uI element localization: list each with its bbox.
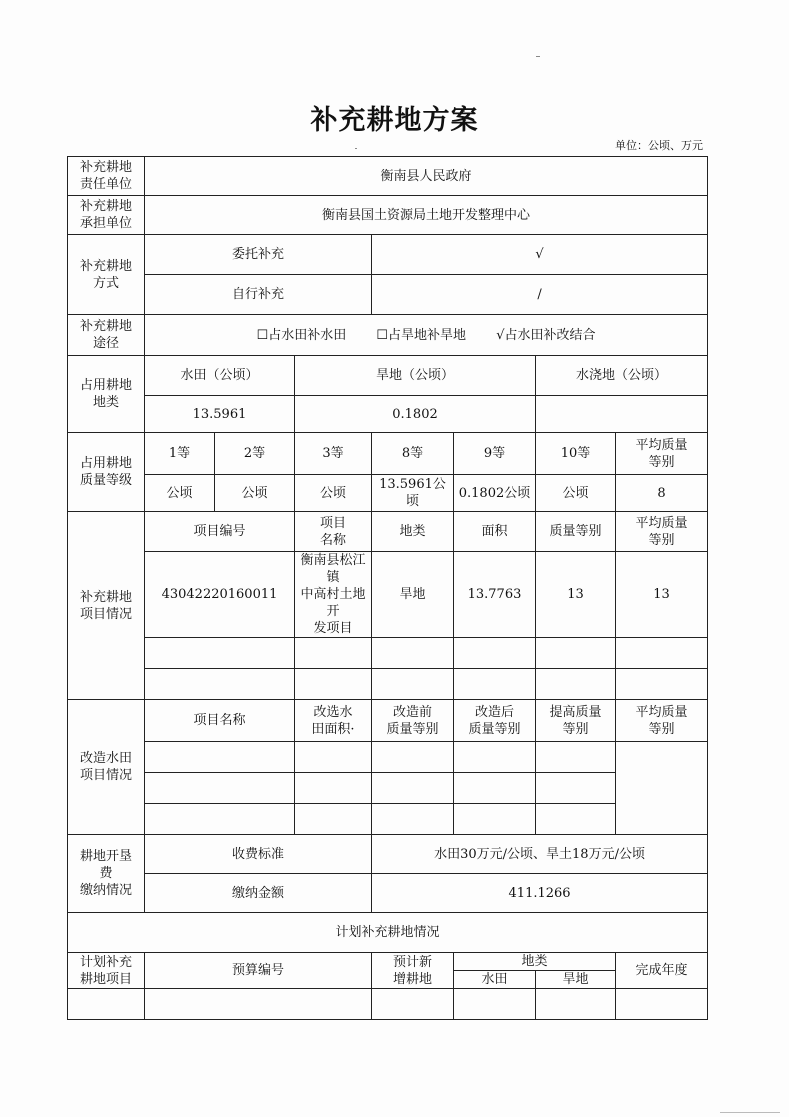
- occupied-grade-label: 占用耕地 质量等级: [68, 433, 145, 512]
- reform-empty-cell: [536, 773, 616, 804]
- unit-note: 单位：公顷、万元: [615, 139, 703, 152]
- plan-year-label: 完成年度: [616, 953, 708, 989]
- occupied-type-label: 占用耕地 地类: [68, 356, 145, 433]
- reform-empty-cell: [454, 773, 536, 804]
- reform-empty-cell: [616, 742, 708, 835]
- reform-empty-cell: [454, 742, 536, 773]
- reform-empty-cell: [536, 804, 616, 835]
- method-label: 补充耕地 方式: [68, 235, 145, 315]
- approach-option-combined: √占水田补改结合: [496, 327, 596, 343]
- plan-land-type-label: 地类: [454, 953, 616, 971]
- reform-empty-cell: [295, 804, 372, 835]
- reform-header-average: 平均质量 等别: [616, 700, 708, 742]
- supplement-empty-cell: [372, 638, 454, 669]
- supplement-empty-cell: [454, 669, 536, 700]
- supplement-header-type: 地类: [372, 512, 454, 552]
- plan-label: 计划补充 耕地项目: [68, 953, 145, 989]
- plan-empty-cell: [536, 989, 616, 1020]
- occupied-type-value-paddy: 13.5961: [145, 396, 295, 433]
- grade-header-1: 1等: [145, 433, 215, 475]
- method-self-label: 自行补充: [145, 275, 372, 315]
- reform-empty-cell: [372, 773, 454, 804]
- grade-header-average: 平均质量 等别: [616, 433, 708, 475]
- reform-empty-cell: [536, 742, 616, 773]
- grade-value-9: 0.1802公顷: [454, 475, 536, 512]
- supplement-row-average: 13: [616, 552, 708, 638]
- occupied-type-header-paddy: 水田（公顷）: [145, 356, 295, 396]
- scan-speck: [355, 148, 357, 149]
- supplement-empty-cell: [536, 638, 616, 669]
- supplement-empty-cell: [372, 669, 454, 700]
- supplement-header-name: 项目 名称: [295, 512, 372, 552]
- supplement-empty-cell: [145, 638, 295, 669]
- plan-empty-cell: [68, 989, 145, 1020]
- grade-header-2: 2等: [215, 433, 295, 475]
- plan-empty-cell: [454, 989, 536, 1020]
- grade-value-average: 8: [616, 475, 708, 512]
- approach-option-paddy: ☐占水田补水田: [256, 327, 347, 343]
- plan-dry-label: 旱地: [536, 971, 616, 989]
- undertaking-unit-label: 补充耕地 承担单位: [68, 196, 145, 235]
- plan-empty-cell: [616, 989, 708, 1020]
- reform-empty-cell: [372, 742, 454, 773]
- supplement-empty-cell: [616, 638, 708, 669]
- scan-speck: [536, 56, 540, 57]
- reform-empty-cell: [372, 804, 454, 835]
- grade-header-8: 8等: [372, 433, 454, 475]
- approach-options: [145, 315, 708, 356]
- grade-value-8: 13.5961公 顷: [372, 475, 454, 512]
- supplement-row-id: 43042220160011: [145, 552, 295, 638]
- supplement-farmland-form: [67, 156, 708, 1020]
- supplement-project-label: 补充耕地 项目情况: [68, 512, 145, 700]
- method-entrusted-label: 委托补充: [145, 235, 372, 275]
- fee-amount-label: 缴纳金额: [145, 874, 372, 913]
- occupied-type-value-dry: 0.1802: [295, 396, 536, 433]
- supplement-empty-cell: [145, 669, 295, 700]
- grade-header-9: 9等: [454, 433, 536, 475]
- supplement-empty-cell: [295, 638, 372, 669]
- supplement-row-type: 旱地: [372, 552, 454, 638]
- grade-value-1: 公顷: [145, 475, 215, 512]
- plan-new-land-label: 预计新 增耕地: [372, 953, 454, 989]
- reform-header-area: 改选水 田面积·: [295, 700, 372, 742]
- reform-empty-cell: [295, 773, 372, 804]
- supplement-empty-cell: [295, 669, 372, 700]
- plan-budget-label: 预算编号: [145, 953, 372, 989]
- fee-standard-value: 水田30万元/公顷、旱土18万元/公顷: [372, 835, 708, 874]
- supplement-row-grade: 13: [536, 552, 616, 638]
- approach-label: 补充耕地 途径: [68, 315, 145, 356]
- fee-label: 耕地开垦 费 缴纳情况: [68, 835, 145, 913]
- supplement-empty-cell: [536, 669, 616, 700]
- reform-header-name: 项目名称: [145, 700, 295, 742]
- reform-header-after: 改造后 质量等别: [454, 700, 536, 742]
- supplement-row-area: 13.7763: [454, 552, 536, 638]
- reform-empty-cell: [145, 773, 295, 804]
- reform-empty-cell: [454, 804, 536, 835]
- plan-section-title: 计划补充耕地情况: [68, 913, 708, 953]
- reform-empty-cell: [295, 742, 372, 773]
- plan-empty-cell: [372, 989, 454, 1020]
- plan-empty-cell: [145, 989, 372, 1020]
- supplement-header-average: 平均质量 等别: [616, 512, 708, 552]
- responsible-unit-value: 衡南县人民政府: [145, 157, 708, 196]
- method-entrusted-value: √: [372, 235, 708, 275]
- supplement-empty-cell: [616, 669, 708, 700]
- supplement-row-name: 衡南县松江镇 中高村土地开 发项目: [295, 552, 372, 638]
- reform-empty-cell: [145, 804, 295, 835]
- grade-value-2: 公顷: [215, 475, 295, 512]
- page-title: 补充耕地方案: [310, 105, 479, 136]
- reform-empty-cell: [145, 742, 295, 773]
- fee-amount-value: 411.1266: [372, 874, 708, 913]
- approach-option-dry: ☐占旱地补旱地: [376, 327, 467, 343]
- grade-value-10: 公顷: [536, 475, 616, 512]
- scan-edge-mark: [720, 1112, 780, 1113]
- reform-header-improve: 提高质量 等别: [536, 700, 616, 742]
- supplement-empty-cell: [454, 638, 536, 669]
- responsible-unit-label: 补充耕地 责任单位: [68, 157, 145, 196]
- supplement-header-grade: 质量等别: [536, 512, 616, 552]
- method-self-value: /: [372, 275, 708, 315]
- fee-standard-label: 收费标准: [145, 835, 372, 874]
- occupied-type-value-irrigated: [536, 396, 708, 433]
- occupied-type-header-irrigated: 水浇地（公顷）: [536, 356, 708, 396]
- supplement-header-area: 面积: [454, 512, 536, 552]
- undertaking-unit-value: 衡南县国土资源局土地开发整理中心: [145, 196, 708, 235]
- grade-header-3: 3等: [295, 433, 372, 475]
- grade-header-10: 10等: [536, 433, 616, 475]
- reform-project-label: 改造水田 项目情况: [68, 700, 145, 835]
- grade-value-3: 公顷: [295, 475, 372, 512]
- supplement-header-id: 项目编号: [145, 512, 295, 552]
- occupied-type-header-dry: 旱地（公顷）: [295, 356, 536, 396]
- reform-header-before: 改造前 质量等别: [372, 700, 454, 742]
- plan-paddy-label: 水田: [454, 971, 536, 989]
